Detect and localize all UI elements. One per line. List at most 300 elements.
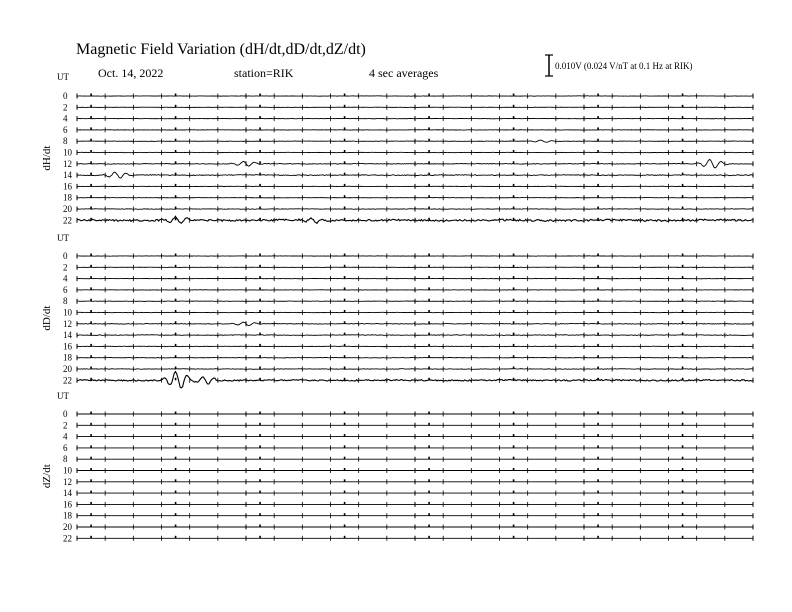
sub-tick: [259, 355, 261, 358]
sub-tick: [513, 265, 515, 268]
sub-tick: [90, 310, 92, 313]
sub-tick: [682, 412, 684, 415]
sub-tick: [259, 276, 261, 279]
sub-tick: [259, 525, 261, 528]
sub-tick: [175, 423, 177, 426]
sub-tick: [428, 445, 430, 448]
sub-tick: [259, 445, 261, 448]
sub-tick: [428, 367, 430, 370]
sub-tick: [682, 367, 684, 370]
sub-tick: [90, 525, 92, 528]
sub-tick: [90, 265, 92, 268]
sub-tick: [428, 287, 430, 290]
sub-tick: [513, 254, 515, 257]
sub-tick: [428, 218, 430, 221]
sub-tick: [259, 344, 261, 347]
row-time-label: 20: [63, 204, 72, 214]
sub-tick: [597, 173, 599, 176]
sub-tick: [597, 479, 599, 482]
sub-tick: [428, 310, 430, 313]
sub-tick: [428, 265, 430, 268]
sub-tick: [344, 479, 346, 482]
row-time-label: 6: [63, 442, 68, 453]
chart-title: Magnetic Field Variation (dH/dt,dD/dt,dZ/dt): [76, 41, 366, 58]
sub-tick: [682, 525, 684, 528]
sub-tick: [597, 127, 599, 129]
sub-tick: [175, 536, 177, 539]
sub-tick: [344, 321, 346, 324]
sub-tick: [90, 491, 92, 494]
sub-tick: [175, 161, 177, 164]
sub-tick: [513, 173, 515, 176]
sub-tick: [90, 344, 92, 347]
sub-tick: [344, 412, 346, 415]
row-time-label: 20: [63, 364, 72, 374]
sub-tick: [513, 287, 515, 290]
sub-tick: [344, 423, 346, 426]
sub-tick: [597, 299, 599, 302]
sub-tick: [259, 150, 261, 153]
sub-tick: [597, 94, 599, 97]
sub-tick: [344, 355, 346, 358]
sub-tick: [175, 468, 177, 471]
sub-tick: [597, 457, 599, 460]
sub-tick: [682, 378, 684, 381]
sub-tick: [175, 184, 177, 187]
sub-tick: [513, 536, 515, 539]
sub-tick: [344, 333, 346, 336]
panel-ylabel: dZ/dt: [41, 464, 53, 489]
averaging-label: 4 sec averages: [369, 66, 439, 80]
sub-tick: [597, 195, 599, 198]
sub-tick: [428, 525, 430, 528]
sub-tick: [682, 491, 684, 494]
sub-tick: [428, 276, 430, 279]
sub-tick: [513, 502, 515, 505]
sub-tick: [513, 479, 515, 482]
sub-tick: [344, 265, 346, 268]
sub-tick: [175, 434, 177, 437]
sub-tick: [682, 445, 684, 448]
sub-tick: [344, 150, 346, 153]
sub-tick: [90, 184, 92, 187]
sub-tick: [597, 355, 599, 358]
sub-tick: [344, 218, 346, 221]
row-time-label: 22: [63, 375, 72, 386]
row-time-label: 10: [63, 465, 72, 476]
sub-tick: [428, 299, 430, 302]
sub-tick: [597, 491, 599, 494]
sub-tick: [513, 412, 515, 415]
row-time-label: 14: [63, 488, 72, 499]
sub-tick: [597, 287, 599, 290]
sub-tick: [597, 321, 599, 324]
sub-tick: [513, 491, 515, 494]
sub-tick: [344, 184, 346, 187]
sub-tick: [682, 94, 684, 97]
scale-label: 0.010V (0.024 V/nT at 0.1 Hz at RIK): [555, 61, 693, 71]
sub-tick: [513, 333, 515, 336]
sub-tick: [175, 412, 177, 415]
sub-tick: [90, 457, 92, 460]
sub-tick: [175, 355, 177, 358]
sub-tick: [175, 502, 177, 505]
sub-tick: [344, 536, 346, 539]
sub-tick: [428, 491, 430, 494]
sub-tick: [682, 116, 684, 119]
sub-tick: [175, 525, 177, 528]
sub-tick: [682, 513, 684, 516]
sub-tick: [175, 254, 177, 257]
sub-tick: [597, 105, 599, 108]
sub-tick: [344, 207, 346, 210]
sub-tick: [682, 127, 684, 129]
row-time-label: 4: [63, 273, 68, 284]
sub-tick: [344, 116, 346, 119]
row-time-label: 14: [63, 330, 72, 341]
sub-tick: [428, 468, 430, 471]
sub-tick: [259, 333, 261, 336]
sub-tick: [513, 139, 515, 142]
row-time-label: 18: [63, 192, 72, 203]
ut-label: UT: [57, 233, 69, 243]
sub-tick: [259, 207, 261, 210]
sub-tick: [428, 355, 430, 358]
sub-tick: [682, 479, 684, 482]
sub-tick: [513, 105, 515, 108]
sub-tick: [428, 479, 430, 482]
sub-tick: [90, 479, 92, 482]
sub-tick: [597, 423, 599, 426]
sub-tick: [597, 218, 599, 221]
row-time-label: 4: [63, 113, 68, 124]
sub-tick: [90, 127, 92, 129]
sub-tick: [90, 173, 92, 176]
ut-label: UT: [57, 72, 69, 82]
row-time-label: 0: [63, 409, 68, 419]
sub-tick: [597, 207, 599, 210]
sub-tick: [428, 116, 430, 119]
row-time-label: 12: [63, 158, 72, 169]
sub-tick: [344, 195, 346, 198]
sub-tick: [175, 105, 177, 108]
sub-tick: [344, 105, 346, 108]
sub-tick: [175, 195, 177, 198]
sub-tick: [428, 184, 430, 187]
sub-tick: [428, 105, 430, 108]
sub-tick: [90, 116, 92, 119]
sub-tick: [344, 94, 346, 97]
sub-tick: [428, 536, 430, 539]
row-time-label: 12: [63, 318, 72, 329]
sub-tick: [344, 525, 346, 528]
sub-tick: [597, 116, 599, 119]
sub-tick: [90, 445, 92, 448]
sub-tick: [90, 412, 92, 415]
sub-tick: [344, 434, 346, 437]
sub-tick: [597, 139, 599, 142]
sub-tick: [682, 423, 684, 426]
row-time-label: 6: [63, 124, 68, 135]
sub-tick: [344, 513, 346, 516]
sub-tick: [175, 344, 177, 347]
sub-tick: [428, 127, 430, 129]
sub-tick: [90, 218, 92, 221]
sub-tick: [259, 218, 261, 221]
sub-tick: [682, 355, 684, 358]
row-time-label: 14: [63, 170, 72, 181]
sub-tick: [682, 276, 684, 279]
sub-tick: [90, 287, 92, 290]
row-time-label: 2: [63, 262, 68, 273]
sub-tick: [175, 321, 177, 324]
sub-tick: [513, 468, 515, 471]
sub-tick: [428, 195, 430, 198]
sub-tick: [175, 367, 177, 370]
sub-tick: [597, 378, 599, 381]
panel-ylabel: dH/dt: [41, 145, 53, 171]
sub-tick: [344, 254, 346, 257]
row-time-label: 16: [63, 341, 72, 352]
sub-tick: [90, 468, 92, 471]
sub-tick: [513, 218, 515, 221]
sub-tick: [90, 254, 92, 257]
row-time-label: 16: [63, 181, 72, 192]
sub-tick: [513, 355, 515, 358]
sub-tick: [597, 434, 599, 437]
sub-tick: [344, 310, 346, 313]
sub-tick: [513, 378, 515, 381]
row-time-label: 0: [63, 91, 68, 101]
sub-tick: [428, 513, 430, 516]
sub-tick: [175, 299, 177, 302]
sub-tick: [682, 161, 684, 164]
sub-tick: [90, 94, 92, 97]
sub-tick: [682, 536, 684, 539]
sub-tick: [175, 457, 177, 460]
sub-tick: [175, 218, 177, 221]
sub-tick: [513, 184, 515, 187]
sub-tick: [175, 127, 177, 129]
sub-tick: [344, 173, 346, 176]
sub-tick: [428, 150, 430, 153]
sub-tick: [513, 276, 515, 279]
panels-group: [41, 72, 753, 543]
sub-tick: [90, 355, 92, 358]
sub-tick: [175, 310, 177, 313]
sub-tick: [428, 94, 430, 97]
sub-tick: [344, 127, 346, 129]
sub-tick: [175, 287, 177, 290]
sub-tick: [682, 434, 684, 437]
sub-tick: [175, 116, 177, 119]
sub-tick: [513, 457, 515, 460]
sub-tick: [175, 445, 177, 448]
sub-tick: [513, 310, 515, 313]
sub-tick: [682, 173, 684, 176]
sub-tick: [259, 468, 261, 471]
sub-tick: [344, 287, 346, 290]
sub-tick: [90, 502, 92, 505]
sub-tick: [90, 536, 92, 539]
sub-tick: [90, 321, 92, 324]
sub-tick: [513, 434, 515, 437]
sub-tick: [513, 161, 515, 164]
sub-tick: [513, 150, 515, 153]
sub-tick: [90, 299, 92, 302]
sub-tick: [597, 184, 599, 187]
row-time-label: 12: [63, 476, 72, 487]
sub-tick: [682, 457, 684, 460]
sub-tick: [513, 513, 515, 516]
sub-tick: [344, 468, 346, 471]
sub-tick: [90, 276, 92, 279]
sub-tick: [175, 378, 177, 381]
sub-tick: [259, 378, 261, 381]
row-time-label: 20: [63, 522, 72, 532]
sub-tick: [259, 287, 261, 290]
sub-tick: [428, 423, 430, 426]
sub-tick: [175, 333, 177, 336]
sub-tick: [259, 94, 261, 97]
row-time-label: 0: [63, 251, 68, 261]
sub-tick: [513, 299, 515, 302]
row-time-label: 2: [63, 102, 68, 113]
sub-tick: [597, 265, 599, 268]
sub-tick: [513, 94, 515, 97]
sub-tick: [513, 525, 515, 528]
sub-tick: [259, 367, 261, 370]
sub-tick: [597, 536, 599, 539]
sub-tick: [344, 457, 346, 460]
sub-tick: [513, 207, 515, 210]
sub-tick: [175, 139, 177, 142]
sub-tick: [344, 502, 346, 505]
row-time-label: 22: [63, 533, 72, 544]
sub-tick: [90, 207, 92, 210]
sub-tick: [597, 310, 599, 313]
sub-tick: [513, 423, 515, 426]
row-time-label: 18: [63, 352, 72, 363]
sub-tick: [428, 344, 430, 347]
sub-tick: [175, 150, 177, 153]
sub-tick: [344, 139, 346, 142]
sub-tick: [344, 161, 346, 164]
sub-tick: [428, 434, 430, 437]
sub-tick: [682, 195, 684, 198]
sub-tick: [344, 445, 346, 448]
sub-tick: [259, 127, 261, 129]
sub-tick: [259, 265, 261, 268]
sub-tick: [259, 254, 261, 257]
sub-tick: [259, 434, 261, 437]
sub-tick: [259, 161, 261, 164]
sub-tick: [682, 254, 684, 257]
sub-tick: [597, 525, 599, 528]
sub-tick: [428, 254, 430, 257]
scale-bar-icon: [545, 55, 553, 76]
sub-tick: [175, 173, 177, 176]
row-time-label: 8: [63, 296, 68, 307]
sub-tick: [344, 299, 346, 302]
station-label: station=RIK: [234, 66, 294, 80]
sub-tick: [428, 139, 430, 142]
row-time-label: 2: [63, 420, 68, 431]
sub-tick: [682, 321, 684, 324]
sub-tick: [259, 116, 261, 119]
sub-tick: [597, 254, 599, 257]
sub-tick: [90, 161, 92, 164]
sub-tick: [259, 105, 261, 108]
sub-tick: [259, 536, 261, 539]
sub-tick: [175, 491, 177, 494]
sub-tick: [597, 150, 599, 153]
sub-tick: [175, 276, 177, 279]
sub-tick: [259, 502, 261, 505]
sub-tick: [513, 344, 515, 347]
sub-tick: [597, 513, 599, 516]
sub-tick: [90, 434, 92, 437]
sub-tick: [259, 513, 261, 516]
sub-tick: [682, 333, 684, 336]
sub-tick: [428, 173, 430, 176]
sub-tick: [259, 457, 261, 460]
sub-tick: [597, 412, 599, 415]
sub-tick: [428, 412, 430, 415]
row-time-label: 8: [63, 136, 68, 147]
sub-tick: [513, 321, 515, 324]
sub-tick: [682, 139, 684, 142]
sub-tick: [259, 310, 261, 313]
panel-ylabel: dD/dt: [41, 305, 53, 331]
sub-tick: [90, 150, 92, 153]
sub-tick: [90, 513, 92, 516]
sub-tick: [597, 161, 599, 164]
sub-tick: [428, 207, 430, 210]
sub-tick: [344, 491, 346, 494]
sub-tick: [682, 344, 684, 347]
row-time-label: 10: [63, 147, 72, 158]
sub-tick: [513, 195, 515, 198]
sub-tick: [259, 299, 261, 302]
sub-tick: [259, 423, 261, 426]
sub-tick: [428, 333, 430, 336]
sub-tick: [344, 367, 346, 370]
sub-tick: [682, 218, 684, 221]
sub-tick: [344, 344, 346, 347]
sub-tick: [682, 468, 684, 471]
sub-tick: [513, 445, 515, 448]
sub-tick: [175, 479, 177, 482]
row-time-label: 6: [63, 284, 68, 295]
sub-tick: [428, 161, 430, 164]
sub-tick: [259, 173, 261, 176]
ut-label: UT: [57, 391, 69, 401]
sub-tick: [90, 105, 92, 108]
sub-tick: [682, 184, 684, 187]
sub-tick: [90, 378, 92, 381]
sub-tick: [175, 94, 177, 97]
sub-tick: [682, 502, 684, 505]
sub-tick: [597, 468, 599, 471]
sub-tick: [428, 378, 430, 381]
date-label: Oct. 14, 2022: [98, 66, 164, 80]
row-time-label: 8: [63, 454, 68, 465]
sub-tick: [344, 378, 346, 381]
sub-tick: [682, 310, 684, 313]
sub-tick: [344, 276, 346, 279]
sub-tick: [428, 457, 430, 460]
